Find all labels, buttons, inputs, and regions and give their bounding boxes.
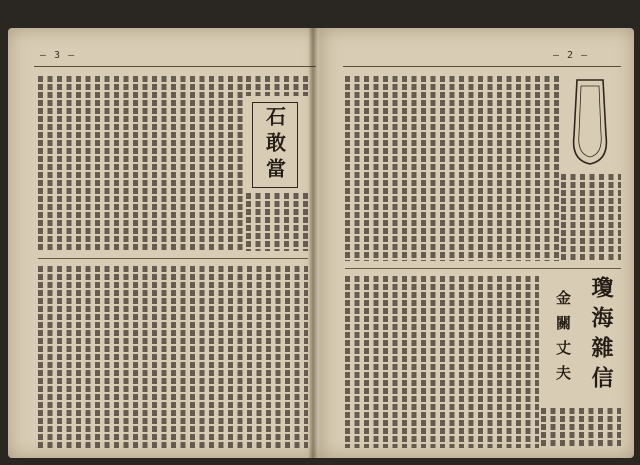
left-header-rule: [34, 66, 316, 67]
left-text-upper-c: [246, 193, 308, 251]
right-page-number: — 2 —: [553, 50, 589, 61]
left-page: [8, 28, 321, 458]
right-text-upper-b: [561, 174, 621, 261]
right-text-upper: [345, 76, 559, 261]
right-article-author: 金關丈夫: [554, 290, 572, 390]
left-text-lower: [38, 266, 308, 448]
right-text-lower-b: [541, 408, 621, 448]
book-spread: [8, 28, 634, 458]
left-text-upper-a: [38, 76, 244, 251]
stone-axe-illustration: [565, 76, 615, 168]
right-text-lower: [345, 276, 539, 448]
right-header-rule: [343, 66, 621, 67]
left-text-upper-b: [246, 76, 308, 96]
right-article-title: 瓊海雜信: [588, 276, 614, 396]
left-article-title: 石敢當: [262, 106, 287, 184]
right-column-separator: [345, 268, 621, 269]
left-column-separator: [38, 258, 308, 259]
left-article-title-box: [252, 102, 298, 188]
book-gutter: [308, 28, 318, 458]
right-page: [321, 28, 634, 458]
left-page-number: — 3 —: [40, 50, 76, 61]
